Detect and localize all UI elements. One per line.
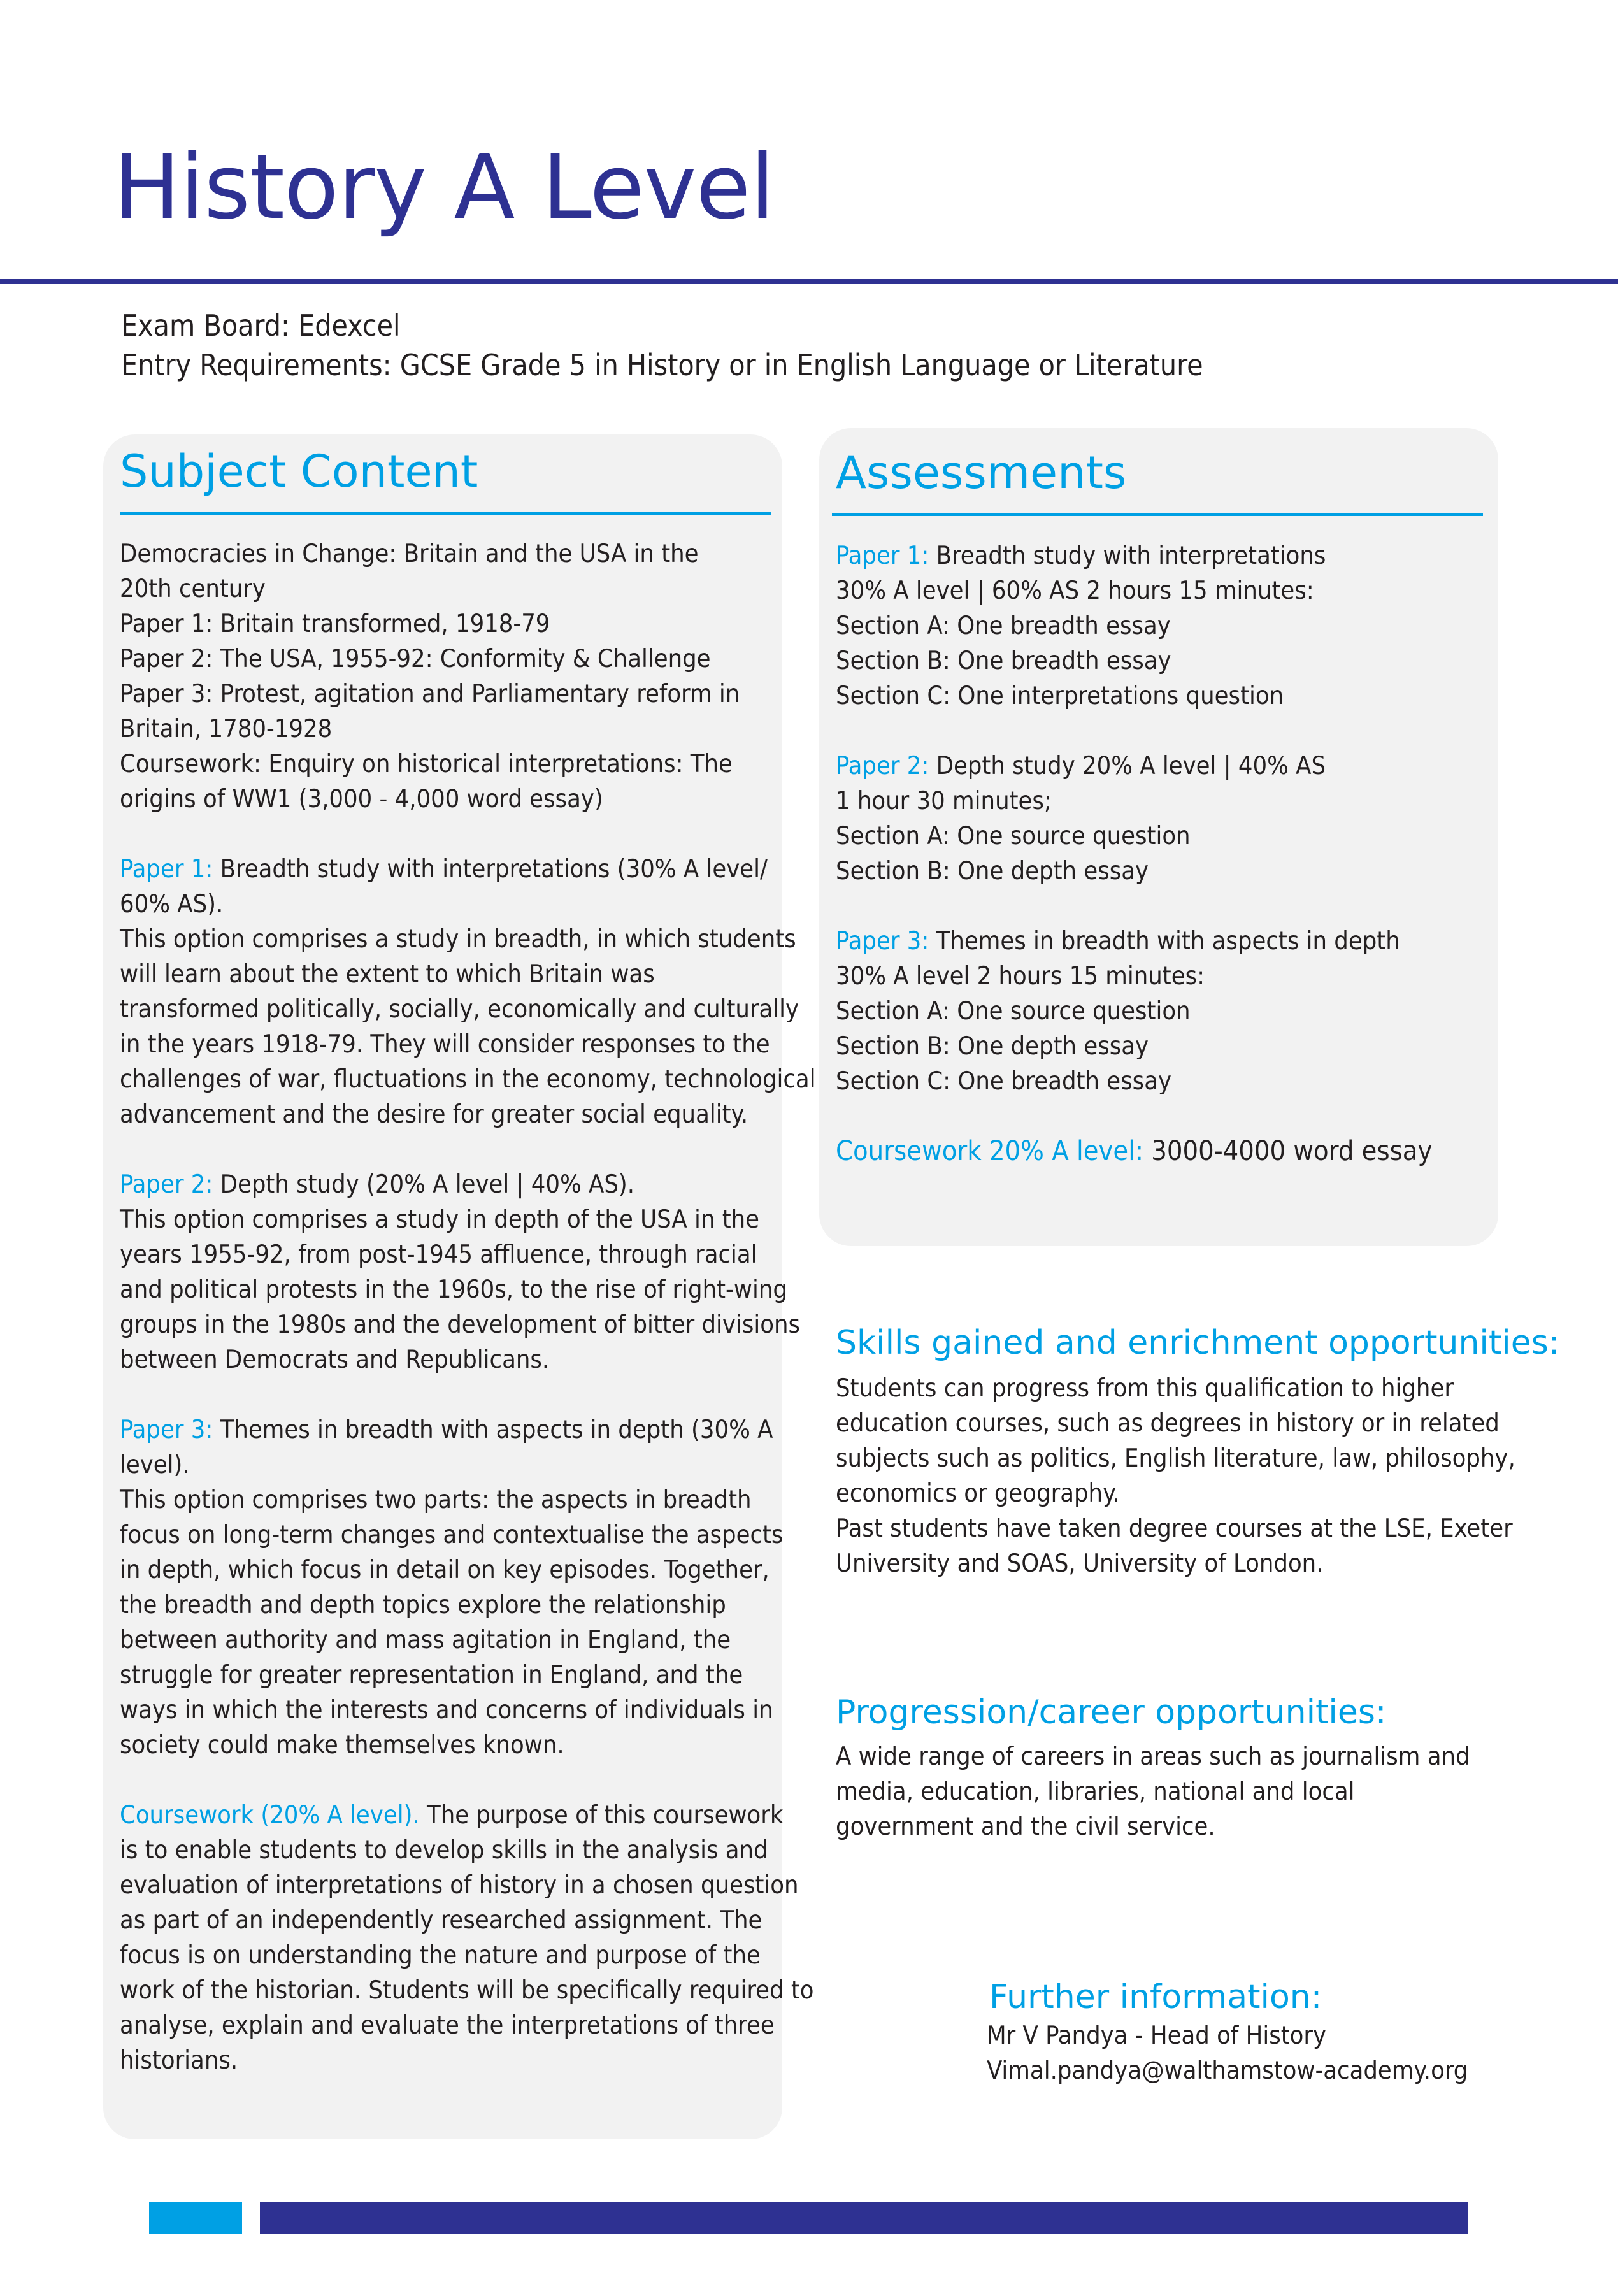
assessments-body (836, 538, 1432, 1169)
subject-content-body (120, 536, 816, 2078)
coursework-line: historians. (120, 2046, 238, 2075)
progression-line: government and the civil service. (836, 1812, 1215, 1841)
coursework-line: analyse, explain and evaluate the interpretations of three (120, 2011, 775, 2040)
overview-line: Britain, 1780-1928 (120, 714, 333, 743)
subject-content-underline (120, 512, 771, 515)
skills-body (836, 1371, 1515, 1581)
assess-coursework-label: Coursework 20% A level: (836, 1135, 1143, 1167)
overview-line: Democracies in Change: Britain and the USA in the (120, 539, 699, 568)
overview-line: origins of WW1 (3,000 - 4,000 word essay) (120, 784, 603, 814)
assessments-heading: Assessments (836, 447, 1127, 499)
exam-board: Exam Board: Edexcel (121, 308, 401, 343)
assess-paper3-line: Section B: One depth essay (836, 1031, 1149, 1061)
further-info-body (987, 2018, 1468, 2088)
paper3-line: focus on long-term changes and contextualise the aspects (120, 1520, 784, 1549)
assess-paper1-line: Section B: One breadth essay (836, 646, 1171, 675)
footer-bar (260, 2202, 1468, 2234)
course-meta (121, 306, 1203, 385)
assess-paper3-line: Section C: One breadth essay (836, 1066, 1172, 1096)
coursework-line: is to enable students to develop skills in the analysis and (120, 1835, 768, 1865)
coursework-line: focus is on understanding the nature and purpose of the (120, 1941, 761, 1970)
paper2-line: years 1955-92, from post-1945 affluence, through racial (120, 1240, 757, 1269)
overview-line: Paper 1: Britain transformed, 1918-79 (120, 609, 550, 638)
paper2-line: This option comprises a study in depth of the USA in the (120, 1205, 760, 1234)
paper3-line: between authority and mass agitation in England, the (120, 1625, 731, 1654)
assess-paper2-title: Paper 2: Depth study 20% A level | 40% AS (836, 751, 1326, 780)
paper1-line: in the years 1918-79. They will consider responses to the (120, 1030, 770, 1059)
skills-line: Past students have taken degree courses at the LSE, Exeter (836, 1514, 1513, 1543)
paper1-line: challenges of war, fluctuations in the economy, technological (120, 1065, 816, 1094)
header-rule (0, 279, 1618, 284)
assess-paper2-line: 1 hour 30 minutes; (836, 786, 1052, 815)
paper1-label: Paper 1: (120, 854, 213, 884)
skills-line: University and SOAS, University of London. (836, 1549, 1324, 1578)
overview-line: Coursework: Enquiry on historical interpretations: The (120, 749, 733, 778)
coursework-label: Coursework (20% A level). (120, 1800, 420, 1830)
skills-line: subjects such as politics, English literature, law, philosophy, (836, 1444, 1515, 1473)
footer-bar-accent (149, 2202, 242, 2234)
assess-paper3-line: 30% A level 2 hours 15 minutes: (836, 961, 1205, 991)
coursework-line: as part of an independently researched assignment. The (120, 1905, 762, 1935)
paper3-line: in depth, which focus in detail on key episodes. Together, (120, 1555, 770, 1584)
coursework-line: evaluation of interpretations of history in a chosen question (120, 1870, 799, 1900)
assess-paper3-title: Paper 3: Themes in breadth with aspects in depth (836, 926, 1400, 956)
skills-line: Students can progress from this qualification to higher (836, 1374, 1454, 1403)
coursework-title: Coursework (20% A level). The purpose of this coursework (120, 1800, 784, 1830)
assess-paper1-line: Section C: One interpretations question (836, 681, 1284, 710)
entry-requirements: Entry Requirements: GCSE Grade 5 in History or in English Language or Literature (121, 348, 1203, 382)
coursework-line: work of the historian. Students will be specifically required to (120, 1976, 814, 2005)
skills-line: education courses, such as degrees in history or in related (836, 1409, 1500, 1438)
contact-email[interactable]: Vimal.pandya@walthamstow-academy.org (987, 2056, 1468, 2085)
overview-line: 20th century (120, 574, 266, 603)
overview-line: Paper 3: Protest, agitation and Parliamentary reform in (120, 679, 740, 708)
paper1-line: This option comprises a study in breadth, in which students (120, 924, 796, 954)
progression-heading: Progression/career opportunities: (836, 1693, 1387, 1732)
paper3-line: society could make themselves known. (120, 1730, 564, 1760)
paper3-line: ways in which the interests and concerns of individuals in (120, 1695, 773, 1725)
paper1-line: 60% AS). (120, 889, 224, 919)
paper1-line: transformed politically, socially, economically and culturally (120, 994, 799, 1024)
paper3-label: Paper 3: (120, 1415, 213, 1444)
assess-paper2-label: Paper 2: (836, 751, 929, 780)
contact-name: Mr V Pandya - Head of History (987, 2021, 1326, 2050)
paper3-line: struggle for greater representation in England, and the (120, 1660, 743, 1690)
paper2-line: between Democrats and Republicans. (120, 1345, 550, 1374)
skills-line: economics or geography. (836, 1479, 1120, 1508)
paper2-label: Paper 2: (120, 1170, 213, 1199)
assess-coursework: Coursework 20% A level: 3000-4000 word essay (836, 1135, 1433, 1167)
paper2-line: and political protests in the 1960s, to the rise of right-wing (120, 1275, 787, 1304)
overview-line: Paper 2: The USA, 1955-92: Conformity & Challenge (120, 644, 711, 673)
assess-paper3-label: Paper 3: (836, 926, 929, 956)
paper3-line: the breadth and depth topics explore the relationship (120, 1590, 726, 1619)
paper3-line: This option comprises two parts: the aspects in breadth (120, 1485, 752, 1514)
paper2-title: Paper 2: Depth study (20% A level | 40% AS). (120, 1170, 635, 1199)
assess-paper1-title: Paper 1: Breadth study with interpretations (836, 541, 1326, 570)
subject-content-heading: Subject Content (120, 445, 478, 498)
paper3-title: Paper 3: Themes in breadth with aspects in depth (30% A (120, 1415, 773, 1444)
progression-body (836, 1739, 1470, 1844)
paper3-line: level). (120, 1450, 190, 1479)
assess-paper1-line: 30% A level | 60% AS 2 hours 15 minutes: (836, 576, 1314, 605)
skills-heading: Skills gained and enrichment opportunities: (836, 1324, 1560, 1362)
page-title: History A Level (113, 136, 775, 240)
paper1-line: advancement and the desire for greater social equality. (120, 1100, 748, 1129)
paper2-line: groups in the 1980s and the development of bitter divisions (120, 1310, 801, 1339)
assess-paper1-line: Section A: One breadth essay (836, 611, 1171, 640)
progression-line: media, education, libraries, national and local (836, 1777, 1355, 1806)
assess-paper1-label: Paper 1: (836, 541, 929, 570)
further-info-heading: Further information: (989, 1978, 1322, 2016)
assess-paper3-line: Section A: One source question (836, 996, 1191, 1026)
assessments-underline (832, 513, 1483, 516)
assess-paper2-line: Section A: One source question (836, 821, 1191, 850)
assess-paper2-line: Section B: One depth essay (836, 856, 1149, 886)
paper1-title: Paper 1: Breadth study with interpretations (30% A level/ (120, 854, 768, 884)
paper1-line: will learn about the extent to which Britain was (120, 959, 655, 989)
progression-line: A wide range of careers in areas such as journalism and (836, 1742, 1470, 1771)
